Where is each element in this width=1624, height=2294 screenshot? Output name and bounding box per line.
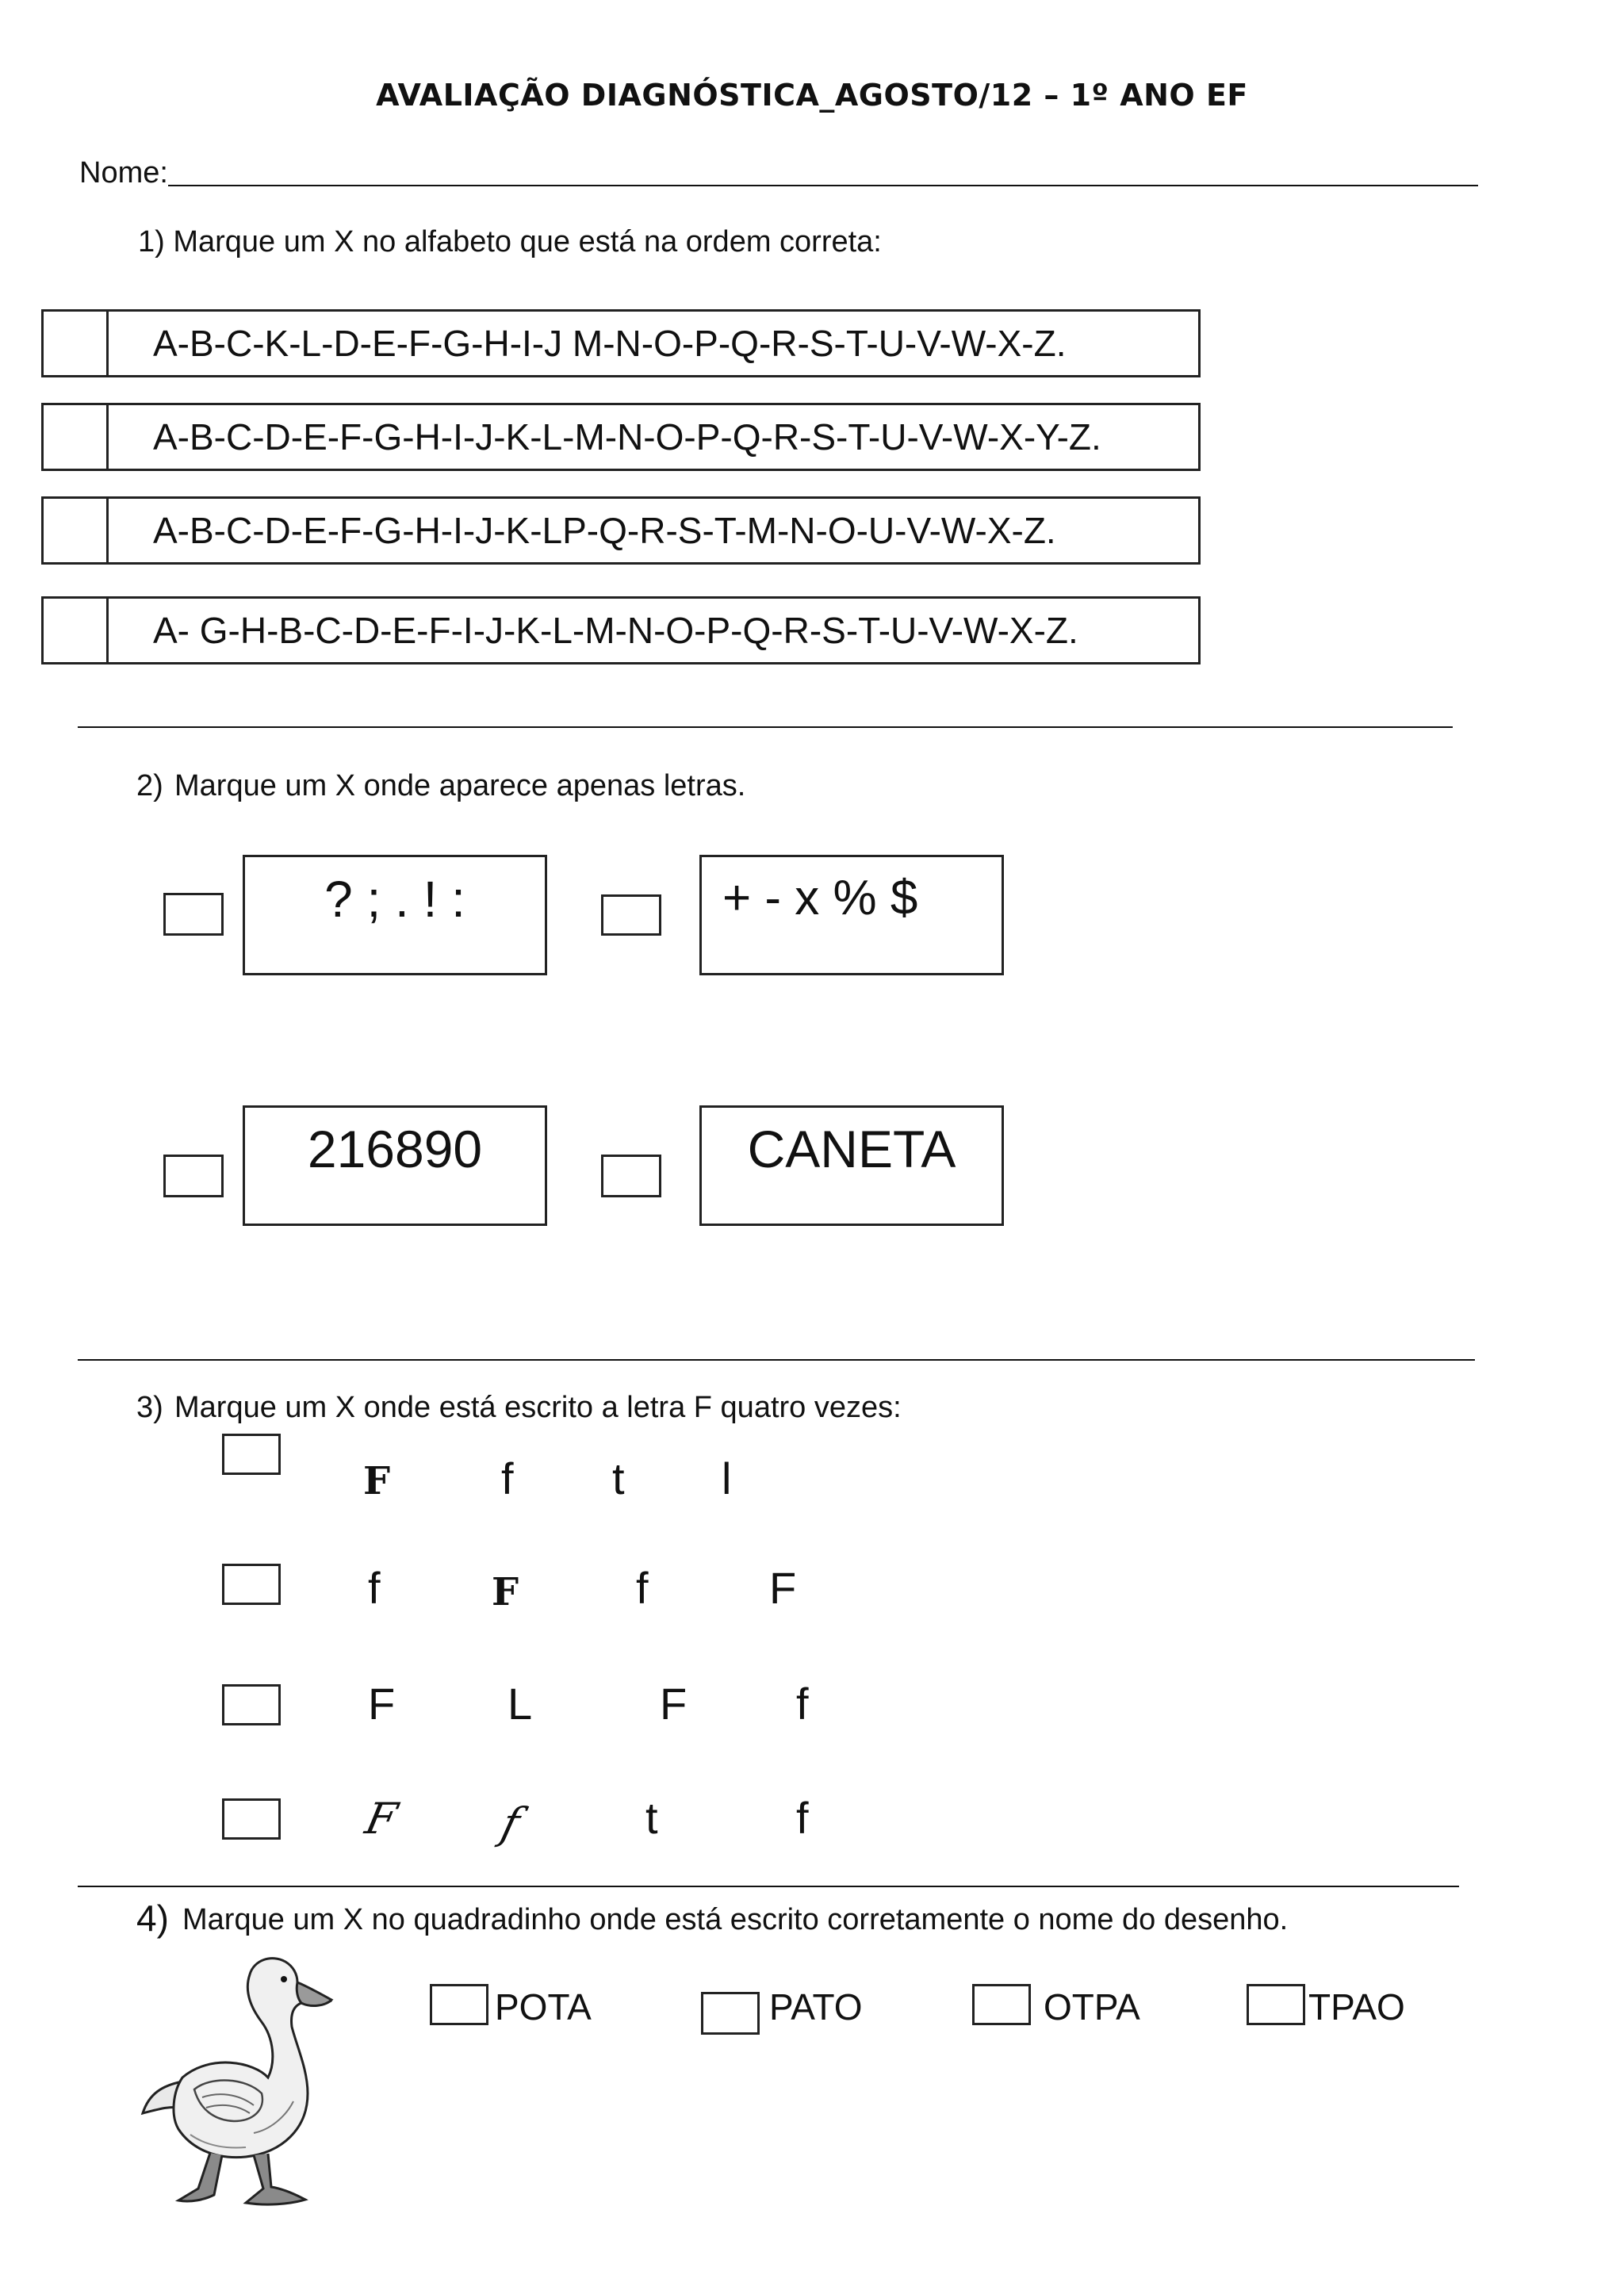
q1-option-1-checkbox[interactable] [44,312,109,375]
q1-option-2 [41,403,1201,471]
duck-icon [135,1951,357,2228]
q4-option-1-text: POTA [495,1986,592,2028]
q3-row-1-checkbox[interactable] [222,1434,281,1475]
q1-option-3 [41,496,1201,565]
q2-option-1-box [243,855,547,975]
q4-option-3-text: OTPA [1044,1986,1140,2028]
q2-option-1-checkbox[interactable] [163,893,224,936]
q3-row-4-letter-4: f [796,1793,809,1843]
q2-option-3-text: 216890 [307,1120,483,1178]
q4-option-1-checkbox[interactable] [430,1984,488,2025]
q1-option-2-text: A-B-C-D-E-F-G-H-I-J-K-L-M-N-O-P-Q-R-S-T-U-V-W-X-Y-Z. [153,416,1101,458]
q2-number: 2) [136,769,163,802]
q4-option-2-text: PATO [769,1986,863,2028]
separator-2 [78,1359,1475,1361]
q4-prompt: Marque um X no quadradinho onde está escrito corretamente o nome do desenho. [182,1903,1289,1936]
q4-option-3-checkbox[interactable] [972,1984,1031,2025]
q4-option-4-checkbox[interactable] [1247,1984,1305,2025]
q2-option-3-box [243,1105,547,1226]
q3-row-3-checkbox[interactable] [222,1684,281,1725]
q4-option-2-checkbox[interactable] [701,1992,760,2035]
q1-option-3-text: A-B-C-D-E-F-G-H-I-J-K-LP-Q-R-S-T-M-N-O-U-V-W-X-Z. [153,510,1056,551]
q2-option-2-text: + - x % $ [722,871,918,925]
q3-prompt: Marque um X onde está escrito a letra F quatro vezes: [174,1391,902,1424]
q1-option-1 [41,309,1201,377]
q2-option-4-text: CANETA [747,1120,956,1178]
separator-1 [78,726,1453,728]
q3-row-4-letter-1: F [361,1794,402,1844]
q3-row-1-letter-2: f [501,1453,514,1503]
q1-option-3-checkbox[interactable] [44,499,109,562]
page-title: AVALIAÇÃO DIAGNÓSTICA_AGOSTO/12 – 1º ANO EF [376,78,1248,113]
q2-option-4-box [699,1105,1004,1226]
q3-row-1-letter-1: F [363,1459,391,1503]
q3-row-2-letter-3: f [636,1563,649,1613]
separator-3 [78,1886,1459,1887]
q1-option-1-text: A-B-C-K-L-D-E-F-G-H-I-J M-N-O-P-Q-R-S-T-U-V-W-X-Z. [153,323,1067,364]
q3-row-3-letter-4: f [796,1679,809,1729]
q2-option-2-checkbox[interactable] [601,894,661,936]
q3-row-4-checkbox[interactable] [222,1798,281,1840]
name-label: Nome: [79,156,168,190]
q2-option-1-text: ? ; . ! : [324,871,465,928]
q4-number: 4) [136,1898,169,1939]
q1-prompt: 1) Marque um X no alfabeto que está na ordem correta: [138,225,882,259]
q2-option-2-box [699,855,1004,975]
q3-row-2-checkbox[interactable] [222,1564,281,1605]
q1-option-4-checkbox[interactable] [44,599,109,662]
q3-row-2-letter-1: f [368,1563,381,1613]
q1-option-4-text: A- G-H-B-C-D-E-F-I-J-K-L-M-N-O-P-Q-R-S-T-U-V-W-X-Z. [153,610,1078,651]
q1-option-2-checkbox[interactable] [44,405,109,469]
name-field-line[interactable] [168,185,1478,186]
q3-row-2-letter-4: F [769,1563,797,1613]
q3-row-3-letter-3: F [660,1679,688,1729]
q3-row-3-letter-2: L [508,1679,533,1729]
q3-number: 3) [136,1391,163,1424]
q4-option-4-text: TPAO [1308,1986,1405,2028]
q3-row-3-letter-1: F [368,1679,396,1729]
q3-row-1-letter-4: l [722,1453,732,1503]
q2-prompt: Marque um X onde aparece apenas letras. [174,769,746,802]
q3-row-4-letter-3: t [645,1793,658,1843]
q2-option-4-checkbox[interactable] [601,1155,661,1197]
q1-option-4 [41,596,1201,664]
q2-option-3-checkbox[interactable] [163,1155,224,1197]
q3-row-4-letter-2: f [496,1798,525,1848]
q3-row-1-letter-3: t [612,1453,625,1503]
q3-row-2-letter-2: F [492,1570,519,1614]
